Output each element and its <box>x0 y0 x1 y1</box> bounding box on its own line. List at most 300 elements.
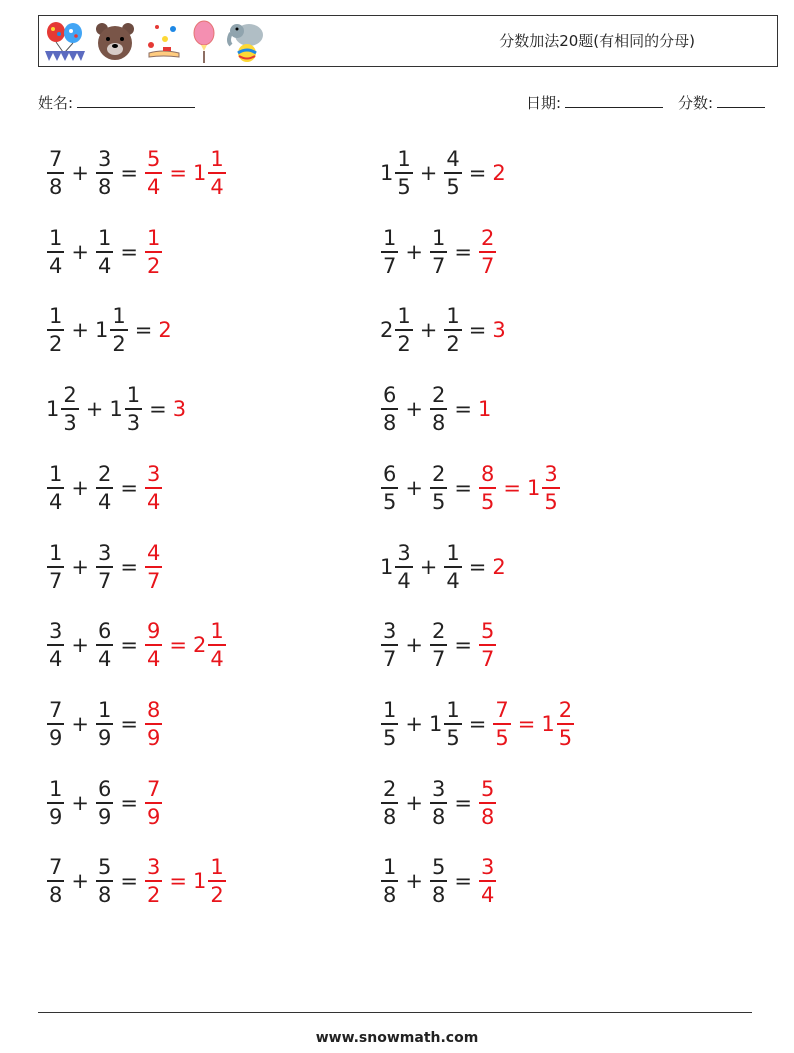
problem-item <box>380 694 575 754</box>
fraction <box>479 854 496 908</box>
denominator: 9 <box>97 725 112 750</box>
answer-value <box>144 225 163 279</box>
answer <box>144 461 163 515</box>
equals-sign: = <box>120 161 138 185</box>
score-label: 分数: <box>678 94 714 112</box>
denominator: 7 <box>97 568 112 593</box>
denominator: 8 <box>97 883 112 908</box>
equals-sign: = <box>468 711 487 736</box>
denominator: 5 <box>431 489 446 514</box>
answer <box>492 555 506 579</box>
numerator: 3 <box>97 540 112 565</box>
answer <box>144 776 163 830</box>
numerator: 1 <box>49 776 63 801</box>
problem-item <box>46 458 163 518</box>
problem-item <box>46 851 227 911</box>
denominator: 5 <box>495 725 509 750</box>
fraction <box>479 776 496 830</box>
addend <box>443 540 462 594</box>
numerator: 5 <box>480 619 495 644</box>
denominator: 4 <box>49 647 63 672</box>
score-blank[interactable] <box>717 92 765 108</box>
plus-sign: + <box>405 790 423 815</box>
addend <box>95 854 114 908</box>
fraction <box>47 540 64 594</box>
denominator: 2 <box>146 883 161 908</box>
equals-sign: = <box>454 397 472 422</box>
addend <box>46 461 65 515</box>
answer <box>492 161 506 185</box>
denominator: 9 <box>146 725 161 750</box>
fraction <box>61 382 78 436</box>
problem-item <box>380 773 497 833</box>
denominator: 8 <box>431 411 446 436</box>
numerator: 7 <box>146 776 161 801</box>
answer <box>173 397 187 421</box>
plus-sign: + <box>405 711 423 736</box>
fraction <box>395 540 412 594</box>
whole-number: 2 <box>192 633 207 658</box>
problem-item <box>46 773 163 833</box>
plus-sign: + <box>419 318 438 343</box>
equals-sign: = <box>454 633 472 658</box>
addend <box>46 146 65 200</box>
addend <box>380 697 399 751</box>
denominator: 2 <box>49 332 63 357</box>
fraction <box>96 146 113 200</box>
addend <box>46 776 65 830</box>
answer <box>144 225 163 279</box>
footer-url: www.snowmath.com <box>315 1030 479 1046</box>
numerator: 6 <box>97 776 112 801</box>
worksheet-header <box>38 15 778 67</box>
denominator: 5 <box>397 175 411 199</box>
fraction <box>444 540 461 594</box>
fraction <box>444 697 461 751</box>
answer-value <box>193 146 227 200</box>
denominator: 2 <box>397 332 411 357</box>
addend <box>443 146 462 200</box>
numerator: 5 <box>480 776 495 801</box>
fraction <box>125 382 142 436</box>
numerator: 7 <box>49 147 63 171</box>
answer <box>144 540 163 594</box>
numerator: 1 <box>446 540 460 565</box>
numerator: 9 <box>146 619 161 644</box>
name-field <box>38 92 195 113</box>
addend <box>429 697 463 751</box>
numerator: 1 <box>446 304 460 329</box>
denominator: 4 <box>210 647 224 672</box>
fraction <box>47 854 64 908</box>
fraction <box>381 776 398 830</box>
answer-value <box>478 776 497 830</box>
denominator: 4 <box>397 568 411 593</box>
addend <box>380 540 414 594</box>
whole-number: 1 <box>541 711 555 736</box>
equals-sign: = <box>454 239 472 264</box>
denominator: 4 <box>97 647 112 672</box>
addend <box>380 303 414 357</box>
fraction <box>96 618 113 672</box>
numerator: 3 <box>544 461 558 486</box>
numerator: 1 <box>97 225 112 250</box>
numerator: 3 <box>480 855 495 880</box>
numerator: 3 <box>97 147 112 171</box>
addend <box>46 618 65 672</box>
numerator: 3 <box>49 619 63 644</box>
denominator: 9 <box>49 725 63 750</box>
plus-sign: + <box>419 554 438 579</box>
fraction <box>96 461 113 515</box>
whole-number: 2 <box>492 161 506 185</box>
denominator: 9 <box>146 804 161 829</box>
equals-sign: = <box>468 318 487 343</box>
whole-number: 2 <box>158 318 172 343</box>
problem-item <box>46 143 227 203</box>
numerator: 6 <box>383 383 397 408</box>
problem-item <box>46 694 163 754</box>
answer-value <box>144 776 163 830</box>
numerator: 2 <box>480 225 495 250</box>
plus-sign: + <box>405 475 423 500</box>
answer-value <box>492 161 506 185</box>
numerator: 2 <box>63 383 77 408</box>
addend <box>380 225 399 279</box>
equals-sign: = <box>454 475 472 500</box>
denominator: 7 <box>431 253 446 278</box>
plus-sign: + <box>405 633 423 658</box>
denominator: 4 <box>97 489 112 514</box>
answer <box>144 854 227 908</box>
fraction <box>444 303 461 357</box>
fraction <box>479 461 496 515</box>
problem-item <box>46 615 227 675</box>
numerator: 3 <box>397 540 411 565</box>
fraction <box>430 618 447 672</box>
equals-sign: = <box>134 318 153 343</box>
plus-sign: + <box>71 633 89 658</box>
name-blank[interactable] <box>77 92 195 108</box>
numerator: 2 <box>558 697 573 722</box>
denominator: 8 <box>383 883 397 908</box>
denominator: 8 <box>49 175 63 199</box>
fraction <box>493 697 510 751</box>
fraction <box>430 776 447 830</box>
answer-value <box>527 461 561 515</box>
fraction <box>47 618 64 672</box>
answer <box>478 461 561 515</box>
equals-sign: = <box>169 633 187 658</box>
denominator: 3 <box>126 411 141 436</box>
numerator: 7 <box>49 697 63 722</box>
addend <box>46 225 65 279</box>
problem-item <box>46 537 163 597</box>
answer-value <box>492 318 506 342</box>
answer <box>478 225 497 279</box>
answer-value <box>541 697 575 751</box>
numerator: 1 <box>383 697 397 722</box>
numerator: 4 <box>146 540 161 565</box>
fraction <box>381 854 398 908</box>
addend <box>380 146 414 200</box>
whole-number: 1 <box>428 711 443 736</box>
date-label: 日期: <box>526 94 562 112</box>
denominator: 7 <box>480 647 495 672</box>
answer-value <box>492 555 506 579</box>
addend <box>95 618 114 672</box>
numerator: 7 <box>49 855 63 880</box>
denominator: 4 <box>49 489 63 514</box>
numerator: 2 <box>431 461 446 486</box>
denominator: 4 <box>146 175 161 199</box>
problem-item <box>46 300 173 360</box>
equals-sign: = <box>120 711 138 736</box>
answer <box>158 318 172 342</box>
answer <box>478 397 492 421</box>
addend <box>95 146 114 200</box>
date-blank[interactable] <box>565 92 663 108</box>
denominator: 5 <box>558 725 573 750</box>
fraction <box>145 697 162 751</box>
denominator: 5 <box>480 489 495 514</box>
denominator: 7 <box>146 568 161 593</box>
denominator: 5 <box>446 175 460 199</box>
answer <box>492 318 506 342</box>
plus-sign: + <box>405 239 423 264</box>
answer <box>492 697 575 751</box>
denominator: 2 <box>210 883 224 908</box>
answer-value <box>193 854 227 908</box>
fraction <box>47 225 64 279</box>
plus-sign: + <box>71 869 89 894</box>
equals-sign: = <box>120 475 138 500</box>
denominator: 8 <box>49 883 63 908</box>
whole-number: 1 <box>109 397 123 422</box>
elephant-icon <box>225 19 269 63</box>
numerator: 5 <box>97 855 112 880</box>
answer <box>478 854 497 908</box>
equals-sign: = <box>517 711 536 736</box>
denominator: 3 <box>63 411 77 436</box>
addend <box>46 697 65 751</box>
answer-value <box>144 854 163 908</box>
fraction <box>208 146 225 200</box>
equals-sign: = <box>120 790 138 815</box>
juggling-icon <box>143 19 183 63</box>
fraction <box>145 618 162 672</box>
equals-sign: = <box>149 397 167 422</box>
answer-value <box>144 697 163 751</box>
numerator: 6 <box>383 461 397 486</box>
denominator: 4 <box>446 568 460 593</box>
plus-sign: + <box>71 161 89 185</box>
problem-item <box>380 537 507 597</box>
numerator: 3 <box>383 619 397 644</box>
answer <box>144 146 227 200</box>
denominator: 4 <box>480 883 495 908</box>
numerator: 8 <box>480 461 495 486</box>
answer-value <box>492 697 511 751</box>
numerator: 3 <box>146 461 161 486</box>
addend <box>429 225 448 279</box>
plus-sign: + <box>71 711 89 736</box>
whole-number: 1 <box>477 397 492 422</box>
fraction <box>381 461 398 515</box>
numerator: 3 <box>146 855 161 880</box>
denominator: 7 <box>383 253 397 278</box>
fraction <box>381 618 398 672</box>
denominator: 4 <box>49 253 63 278</box>
addend <box>46 382 80 436</box>
numerator: 8 <box>146 697 161 722</box>
addend <box>95 225 114 279</box>
fraction <box>208 618 225 672</box>
plus-sign: + <box>405 397 423 422</box>
answer-value <box>478 854 497 908</box>
addend <box>429 461 448 515</box>
addend <box>380 854 399 908</box>
fraction <box>430 461 447 515</box>
answer-value <box>478 618 497 672</box>
answer-value <box>144 146 163 200</box>
answer-value <box>158 318 172 342</box>
fraction <box>381 382 398 436</box>
denominator: 7 <box>431 647 446 672</box>
fraction <box>395 146 412 200</box>
addend <box>46 540 65 594</box>
problem-item <box>380 458 561 518</box>
numerator: 2 <box>383 776 397 801</box>
fraction <box>96 776 113 830</box>
numerator: 1 <box>49 540 63 565</box>
equals-sign: = <box>120 869 138 894</box>
answer-value <box>144 618 163 672</box>
numerator: 1 <box>383 225 397 250</box>
problem-item <box>380 615 497 675</box>
fraction <box>47 697 64 751</box>
problem-item <box>46 379 187 439</box>
whole-number: 1 <box>46 397 60 422</box>
denominator: 5 <box>544 489 558 514</box>
problem-item <box>380 143 507 203</box>
whole-number: 1 <box>526 475 541 500</box>
numerator: 1 <box>431 225 446 250</box>
bear-icon <box>93 19 137 63</box>
equals-sign: = <box>120 239 138 264</box>
equals-sign: = <box>454 790 472 815</box>
answer <box>478 618 497 672</box>
answer <box>144 697 163 751</box>
fraction <box>47 146 64 200</box>
whole-number: 1 <box>192 869 207 894</box>
equals-sign: = <box>120 554 138 579</box>
addend <box>46 854 65 908</box>
fraction <box>381 697 398 751</box>
denominator: 8 <box>383 411 397 436</box>
problem-item <box>46 222 163 282</box>
addend <box>429 854 448 908</box>
addend <box>429 618 448 672</box>
plus-sign: + <box>71 554 89 579</box>
equals-sign: = <box>468 554 487 579</box>
problem-item <box>380 851 497 911</box>
numerator: 3 <box>431 776 446 801</box>
fraction <box>96 854 113 908</box>
cotton-candy-icon <box>189 19 219 63</box>
plus-sign: + <box>71 475 89 500</box>
numerator: 1 <box>97 697 112 722</box>
fraction <box>479 225 496 279</box>
header-icons <box>43 18 269 64</box>
denominator: 8 <box>97 175 112 199</box>
whole-number: 1 <box>94 318 109 343</box>
fraction <box>96 697 113 751</box>
answer-value <box>193 618 227 672</box>
equals-sign: = <box>120 633 138 658</box>
worksheet-title: 分数加法20题(有相同的分母) <box>499 32 695 50</box>
denominator: 7 <box>49 568 63 593</box>
addend <box>429 776 448 830</box>
addend <box>95 697 114 751</box>
answer-value <box>478 225 497 279</box>
whole-number: 3 <box>172 397 187 422</box>
numerator: 1 <box>49 304 63 329</box>
denominator: 5 <box>446 725 460 750</box>
whole-number: 3 <box>492 318 506 343</box>
denominator: 8 <box>480 804 495 829</box>
denominator: 4 <box>146 647 161 672</box>
answer <box>144 618 227 672</box>
denominator: 7 <box>383 647 397 672</box>
numerator: 6 <box>97 619 112 644</box>
name-label: 姓名: <box>38 94 74 112</box>
addend <box>109 382 143 436</box>
fraction <box>47 776 64 830</box>
numerator: 1 <box>210 147 224 171</box>
addend <box>380 618 399 672</box>
plus-sign: + <box>71 318 89 343</box>
answer-value <box>478 461 497 515</box>
addend <box>95 776 114 830</box>
plus-sign: + <box>71 239 89 264</box>
plus-sign: + <box>85 397 104 422</box>
fraction <box>47 303 64 357</box>
fraction <box>430 382 447 436</box>
plus-sign: + <box>71 790 89 815</box>
denominator: 4 <box>146 489 161 514</box>
fraction <box>145 225 162 279</box>
denominator: 4 <box>97 253 112 278</box>
equals-sign: = <box>454 869 472 894</box>
equals-sign: = <box>503 475 521 500</box>
numerator: 1 <box>210 855 224 880</box>
numerator: 1 <box>397 304 411 329</box>
problem-item <box>380 222 497 282</box>
fraction <box>145 461 162 515</box>
addend <box>429 382 448 436</box>
whole-number: 2 <box>492 554 506 579</box>
denominator: 8 <box>431 804 446 829</box>
numerator: 1 <box>126 383 141 408</box>
problem-item <box>380 379 492 439</box>
numerator: 1 <box>112 304 126 329</box>
whole-number: 1 <box>192 161 207 185</box>
denominator: 8 <box>431 883 446 908</box>
answer-value <box>173 397 187 421</box>
denominator: 2 <box>446 332 460 357</box>
denominator: 8 <box>383 804 397 829</box>
